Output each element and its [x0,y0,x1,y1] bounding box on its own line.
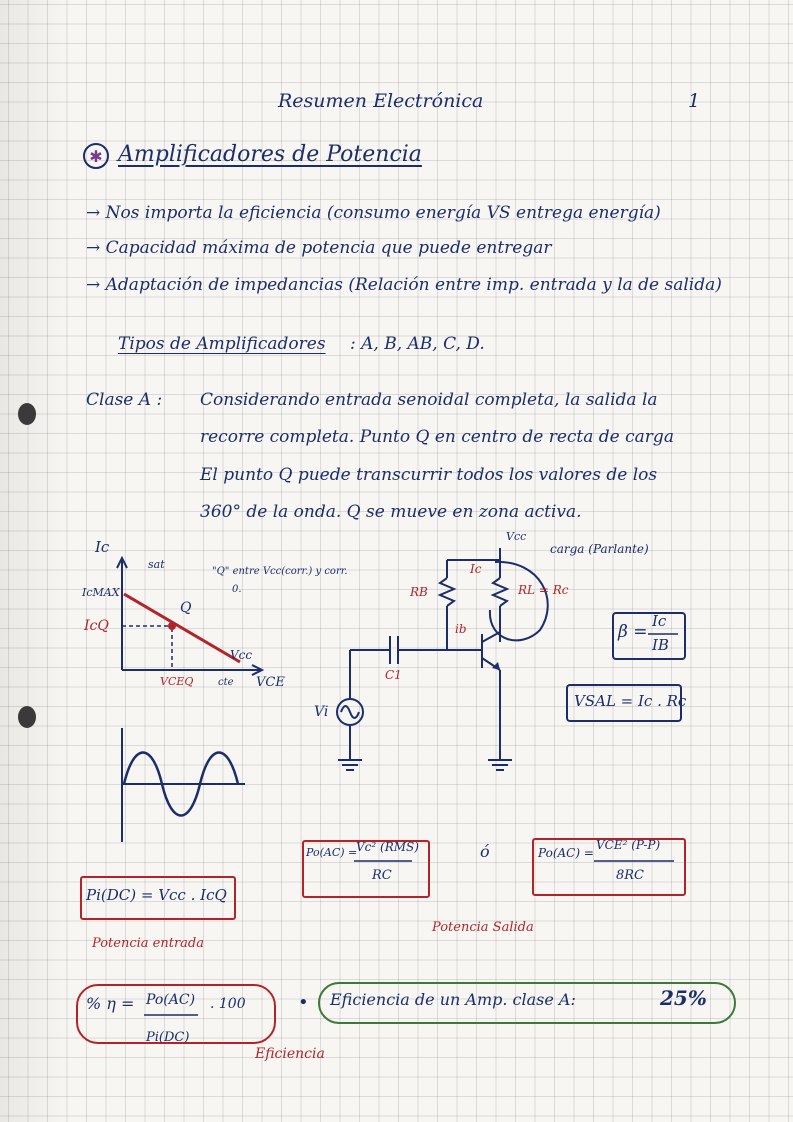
circuit-ic-label: Ic [470,562,482,576]
efficiency-claim-text: Eficiencia de un Amp. clase A: [330,990,576,1009]
graph-cte-label: cte [218,677,234,688]
efficiency-lhs: % η = [86,994,135,1013]
bullet-dot: • [298,992,309,1013]
graph-note-2: 0. [232,584,242,595]
efficiency-multiplier: . 100 [210,996,246,1012]
circuit-rb-label: RB [410,585,428,599]
efficiency-denominator: Pi(DC) [146,1030,190,1045]
svg-text:✱: ✱ [89,147,103,166]
power-out-rms-denominator: RC [372,868,392,883]
section-title: Amplificadores de Potencia [118,142,422,167]
class-a-line-4: 360° de la onda. Q se mueve en zona activa. [200,502,582,522]
graph-ic-label: Ic [95,538,110,556]
power-out-pp-numerator: VCE² (P-P) [596,838,661,852]
bullet-efficiency: → Nos importa la eficiencia (consumo energía VS entrega energía) [86,203,661,223]
class-a-line-3: El punto Q puede transcurrir todos los valores de los [200,465,658,485]
bullet-max-power: → Capacidad máxima de potencia que puede entregar [86,238,552,258]
bullet-impedance: → Adaptación de impedancias (Relación entre imp. entrada y la de salida) [86,275,722,295]
circuit-load-label: carga (Parlante) [550,542,649,556]
power-out-pp-lhs: Po(AC) = [538,846,594,860]
graph-vceq-label: VCEQ [160,675,194,688]
power-in-label: Potencia entrada [92,936,204,951]
graph-note-1: "Q" entre Vcc(corr.) y corr. [212,566,348,577]
efficiency-fraction-bar [144,1014,198,1016]
page-title: Resumen Electrónica [278,90,484,112]
graph-q-label: Q [180,600,192,616]
graph-vce-label: VCE [256,675,285,690]
efficiency-numerator: Po(AC) [146,992,196,1008]
types-values: : A, B, AB, C, D. [350,334,485,354]
ac-source-icon [337,699,363,725]
circuit-rl-label: RL = Rc [518,583,569,597]
beta-fraction-bar [648,633,678,635]
class-a-label: Clase A : [86,390,163,410]
power-out-rms-numerator: Vc² (RMS) [356,840,419,854]
class-a-line-2: recorre completa. Punto Q en centro de recta de carga [200,427,674,447]
power-out-label: Potencia Salida [432,920,534,935]
graph-vcc-label: Vcc [230,648,253,662]
beta-numerator: Ic [652,612,667,630]
power-in-formula: Pi(DC) = Vcc . IcQ [86,886,227,904]
efficiency-label: Eficiencia [255,1046,325,1062]
power-out-pp-denominator: 8RC [616,868,645,883]
circuit-vcc-label: Vcc [506,530,527,543]
circuit-vi-label: Vi [314,704,329,720]
beta-lhs: β = [618,622,648,642]
efficiency-claim-value: 25% [660,986,707,1010]
or-label: ó [480,842,490,861]
beta-denominator: IB [652,636,669,654]
graph-sat-label: sat [148,558,165,571]
circuit-ib-label: ib [455,622,467,636]
graph-icq-label: IcQ [84,618,109,634]
class-a-line-1: Considerando entrada senoidal completa, la salida la [200,390,658,410]
page-number: 1 [688,90,701,112]
circuit-c1-label: C1 [385,668,402,682]
power-out-rms-lhs: Po(AC) = [306,846,358,859]
vsal-formula: VSAL = Ic . Rc [574,692,687,710]
power-out-pp-fraction-bar [594,860,674,862]
power-out-rms-fraction-bar [354,860,412,862]
graph-icmax-label: IcMAX [82,586,120,599]
types-label: Tipos de Amplificadores [118,334,326,354]
